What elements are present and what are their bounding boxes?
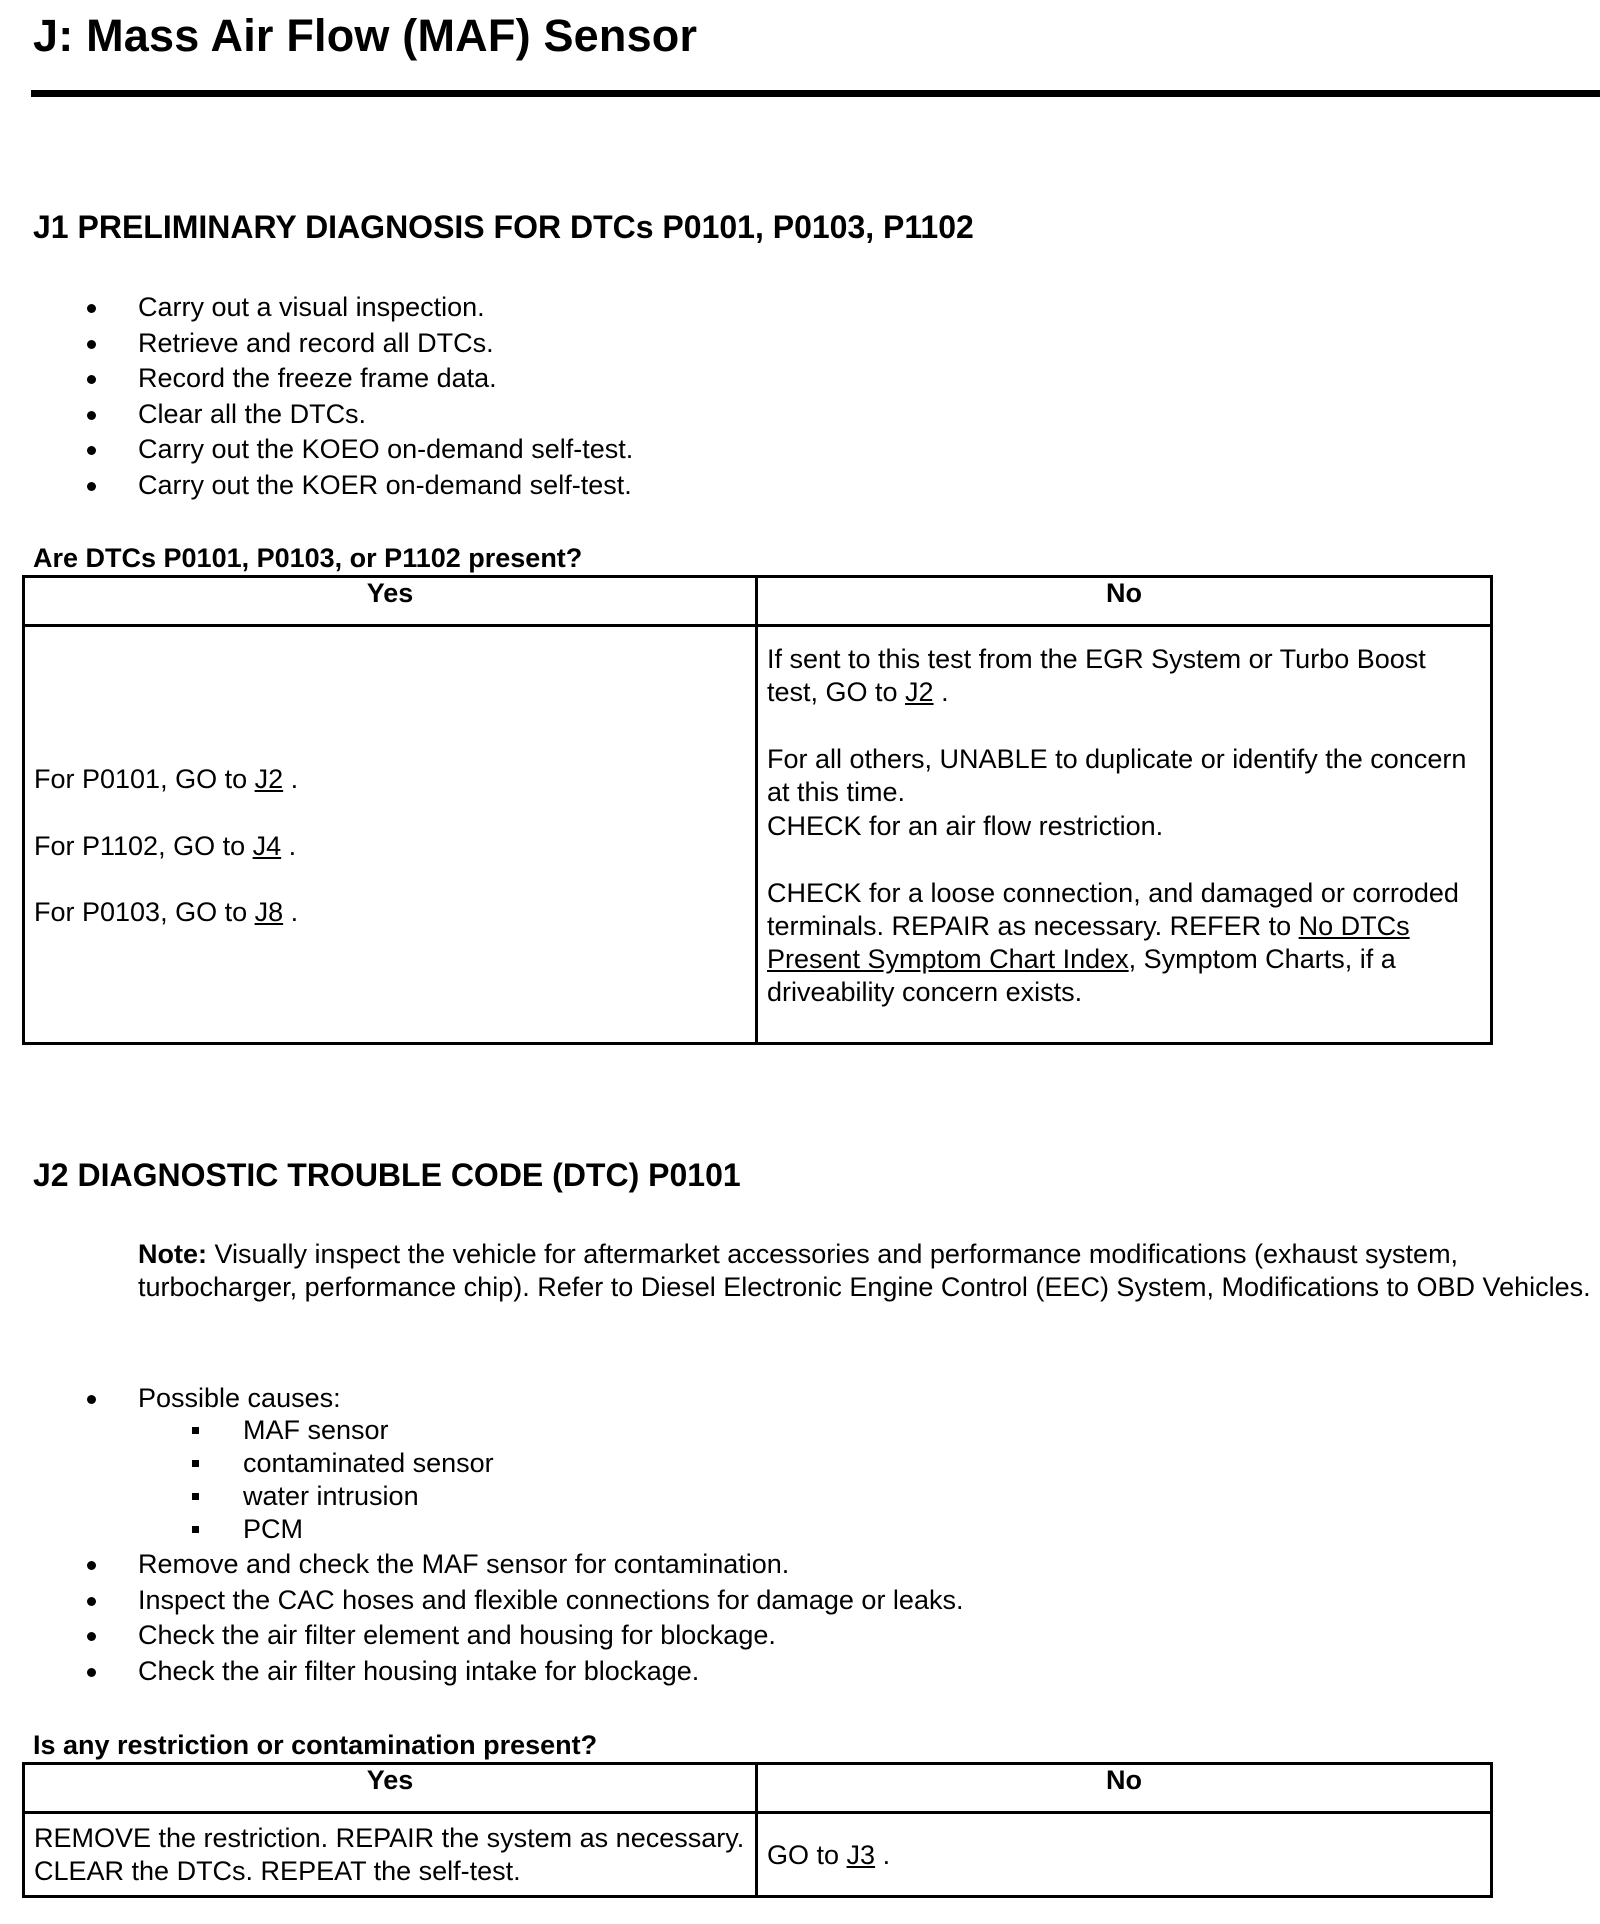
j2-note (138, 1238, 1598, 1304)
no-airflow-text: CHECK for an air flow restriction. (767, 811, 1164, 841)
no-unable-text: For all others, UNABLE to duplicate or identify the concern at this time. (767, 744, 1467, 807)
j3-link[interactable]: J3 (846, 1840, 876, 1870)
bullet-icon (87, 446, 96, 455)
bullet-icon (87, 1668, 96, 1677)
j1-decision-table (22, 575, 1493, 1045)
j1-heading: J1 PRELIMINARY DIAGNOSIS FOR DTCs P0101, P0103, P1102 (33, 209, 974, 245)
note-text: Visually inspect the vehicle for aftermarket accessories and performance modifications (exhaust system, turbocharger, performance chip). Refer to Diesel Electronic Engine Control (EEC) System, Modifications to OBD Vehicles. (138, 1239, 1591, 1302)
bullet-icon (87, 1561, 96, 1570)
bullet-icon (87, 1597, 96, 1606)
j2-no-cell (757, 1813, 1492, 1897)
bullet-icon (87, 482, 96, 491)
square-bullet-icon (192, 1460, 199, 1467)
j2-link[interactable]: J2 (905, 677, 934, 707)
bullet-icon (87, 340, 96, 349)
page-title: J: Mass Air Flow (MAF) Sensor (33, 10, 698, 61)
bullet-icon (87, 304, 96, 313)
square-bullet-icon (192, 1427, 199, 1434)
j1-question: Are DTCs P0101, P0103, or P1102 present? (33, 543, 583, 573)
j2-heading: J2 DIAGNOSTIC TROUBLE CODE (DTC) P0101 (33, 1157, 741, 1193)
j2-yes-cell (24, 1813, 757, 1897)
bullet-icon (87, 375, 96, 384)
yes-column-header: Yes (24, 577, 757, 626)
note-label: Note: (138, 1239, 207, 1269)
no-loose-connection-text: CHECK for a loose connection, and damaged or corroded terminals. REPAIR as necessary. REFER to No DTCs Present Symptom Chart Index, Symptom Charts, if a driveability concern exists. (767, 878, 1459, 1007)
j2-question: Is any restriction or contamination present? (33, 1730, 598, 1760)
j1-yes-cell (24, 626, 757, 1044)
document-page: J: Mass Air Flow (MAF) Sensor J1 PRELIMINARY DIAGNOSIS FOR DTCs P0101, P0103, P1102 Carry out a visual inspection. Retrieve and record all DTCs. Record the freeze frame data. Clear all the DTCs. Carry out the KOEO on-demand self-test. Carry out the KOER on-demand self-test. Are DTCs P0101, P0103, or P1102 present? Yes No For P0101, GO to J2 . For P1102, GO to J4 . For P0103, GO to J8 . If sent to this test from the EGR System or Turbo Boost test, GO to J2 . For all others, UNABLE to duplicate or identify the concern at this time. CHECK for an air flow restriction. CHECK for a loose connection, and damaged or corroded terminals. REPAIR as necessary. REFER to No DTCs Present Symptom Chart Index, Symptom Charts, if a driveability concern exists. J2 DIAGNOSTIC TROUBLE CODE (DTC) P0101 Note: Visually inspect the vehicle for aftermarket accessories and performance modifications (exhaust system, turbocharger, performance chip). Refer to Diesel Electronic Engine Control (EEC) System, Modifications to OBD Vehicles. Possible causes: MAF sensor contaminated sensor water intrusion PCM Remove and check the MAF sensor for contamination. Inspect the CAC hoses and flexible connections for damage or leaks. Check the air filter element and housing for blockage. Check the air filter housing intake for blockage. Is any restriction or contamination present? Yes No REMOVE the restriction. REPAIR the system as necessary. CLEAR the DTCs. REPEAT the self-test. GO to J3 . (0, 0, 1600, 1924)
j8-link[interactable]: J8 (254, 897, 284, 927)
bullet-icon (87, 411, 96, 420)
title-divider (31, 90, 1600, 97)
no-goto-text: GO to J3 . (767, 1840, 891, 1870)
symptom-chart-index-link[interactable]: No DTCs Present Symptom Chart Index (767, 911, 1410, 974)
yes-column-header: Yes (24, 1764, 757, 1813)
j4-link[interactable]: J4 (252, 831, 282, 861)
yes-p1102-text: For P1102, GO to J4 . (34, 831, 297, 861)
j2-link[interactable]: J2 (254, 764, 284, 794)
no-column-header: No (757, 1764, 1492, 1813)
square-bullet-icon (192, 1493, 199, 1500)
yes-remove-restriction-text: REMOVE the restriction. REPAIR the system as necessary. CLEAR the DTCs. REPEAT the self-test. (34, 1823, 745, 1886)
yes-p0103-text: For P0103, GO to J8 . (34, 897, 299, 927)
bullet-icon (87, 1395, 96, 1404)
no-egr-text: If sent to this test from the EGR System or Turbo Boost test, GO to J2 . (767, 644, 1426, 707)
square-bullet-icon (192, 1526, 199, 1533)
bullet-icon (87, 1632, 96, 1641)
no-column-header: No (757, 577, 1492, 626)
j1-no-cell (757, 626, 1492, 1044)
j2-decision-table (22, 1762, 1493, 1898)
yes-p0101-text: For P0101, GO to J2 . (34, 764, 299, 794)
